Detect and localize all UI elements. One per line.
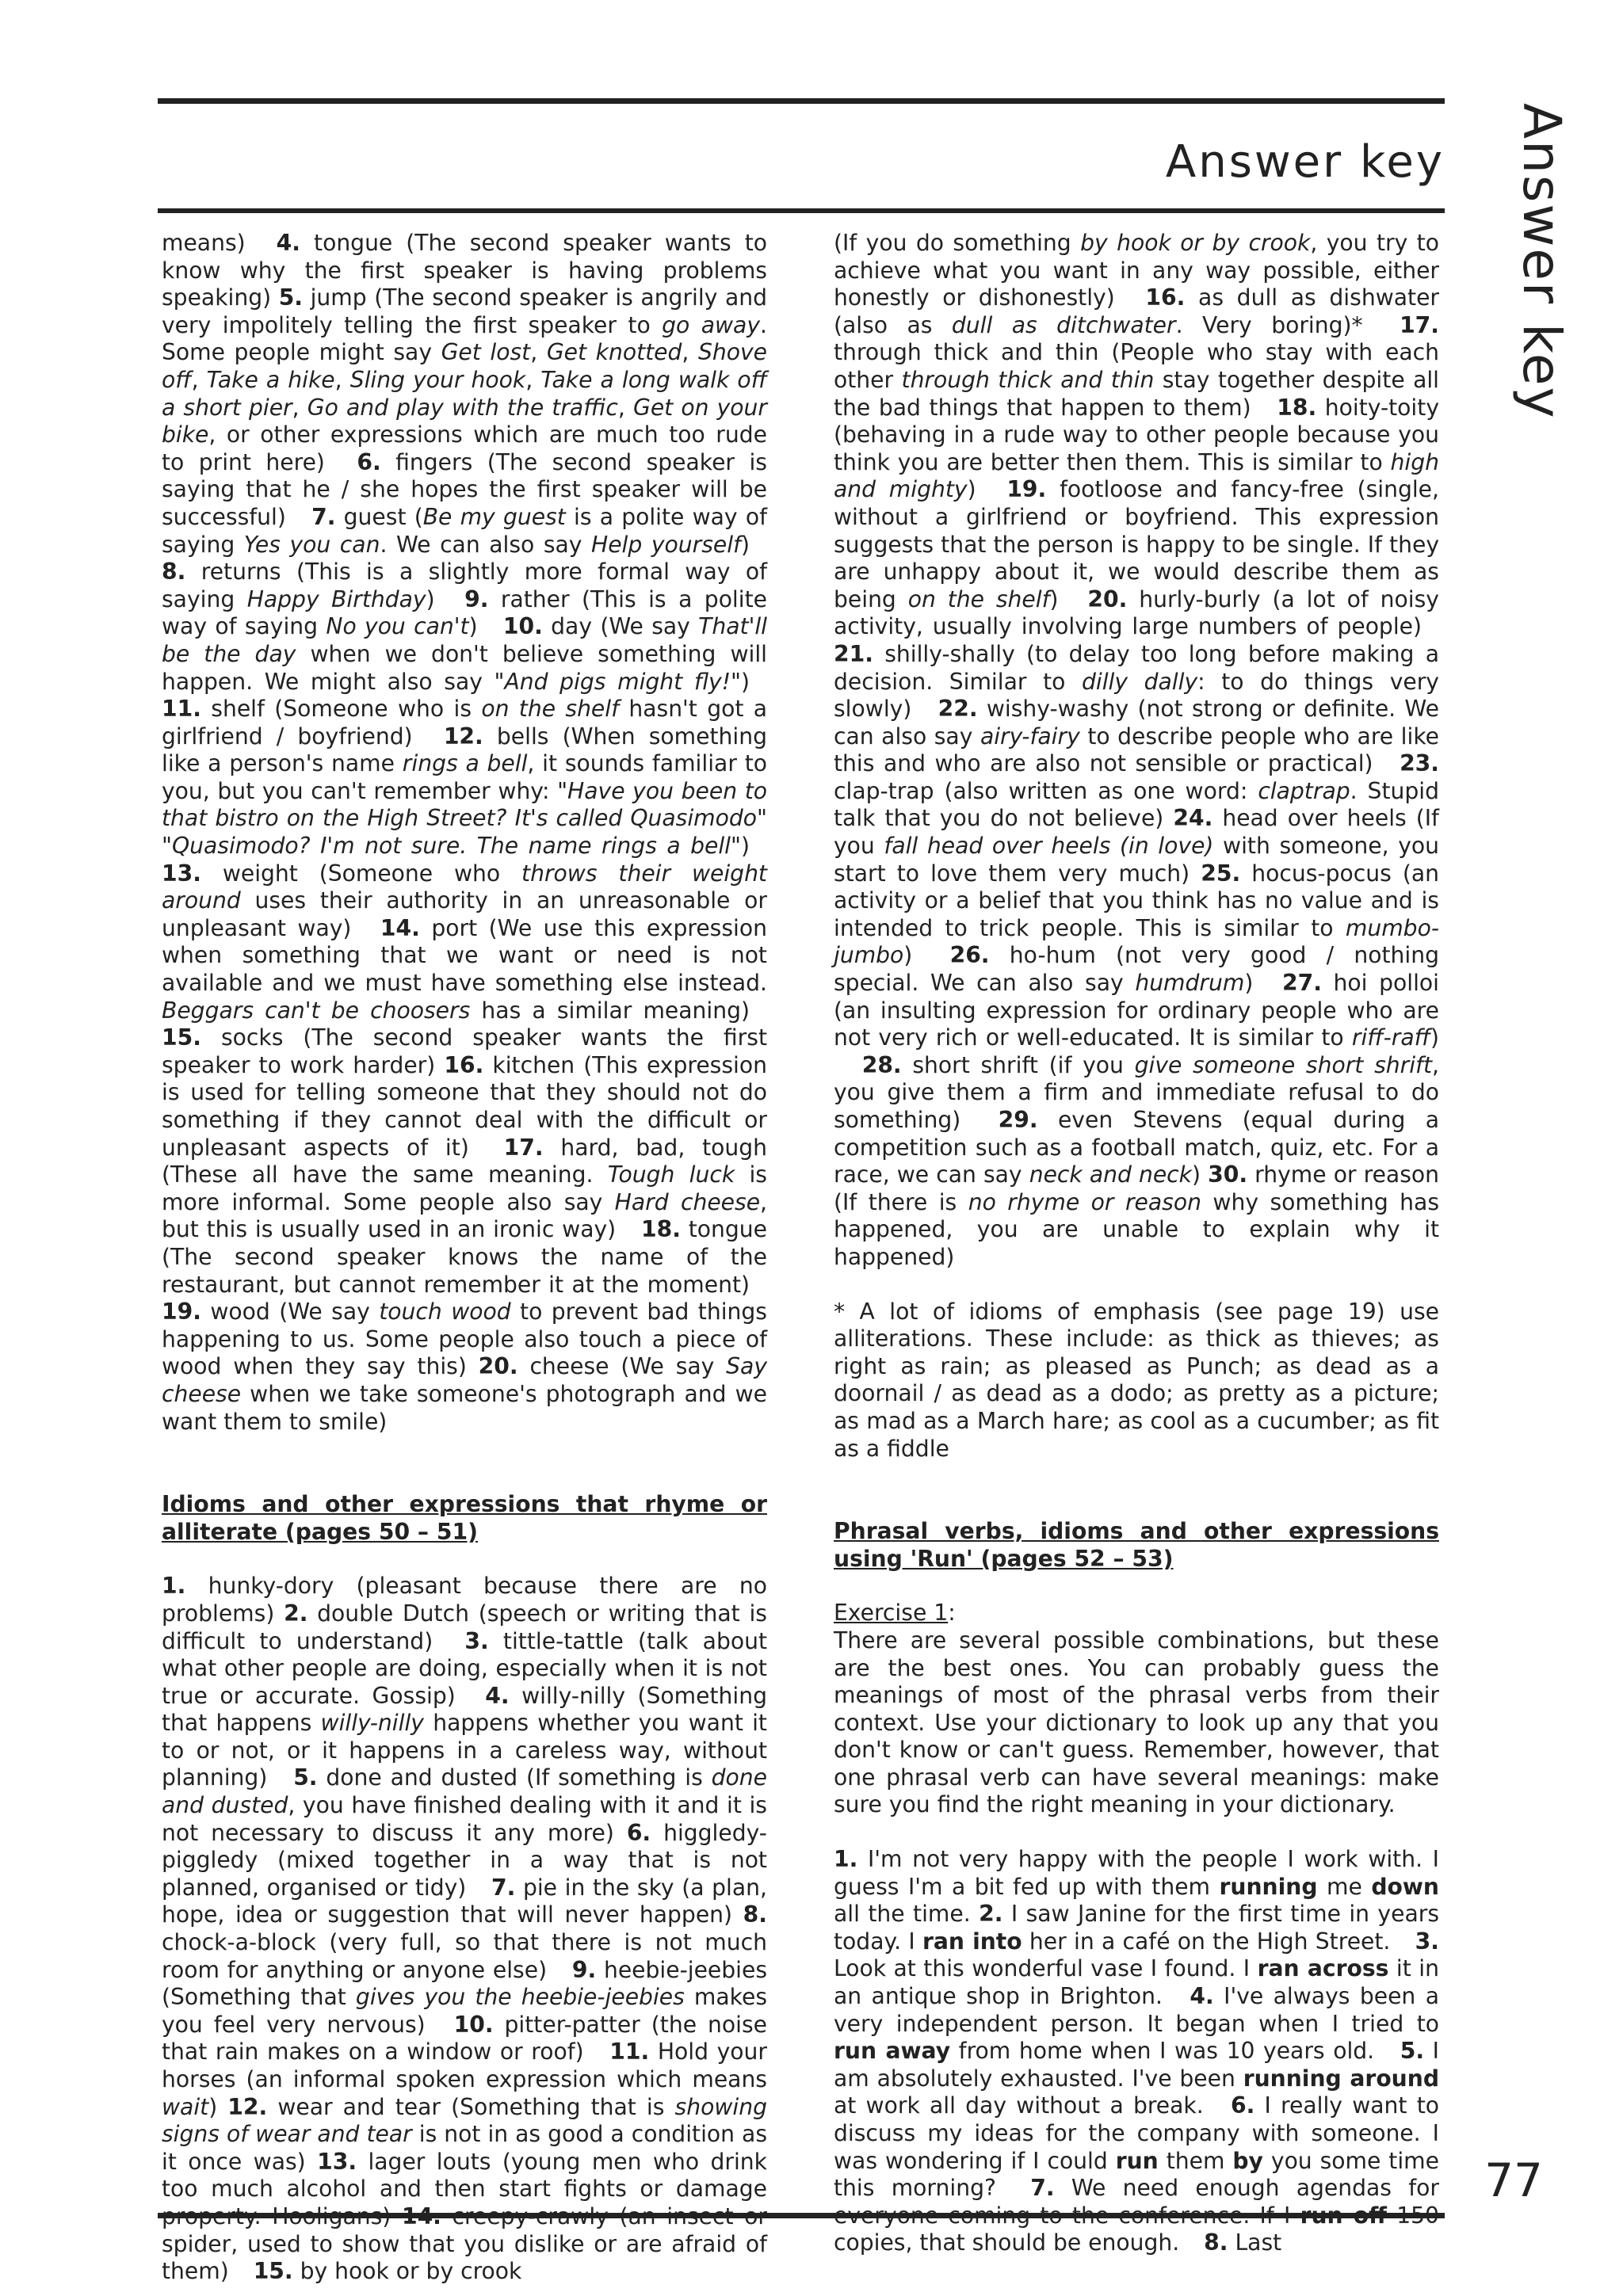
right-column <box>834 230 1439 2257</box>
page-number: 77 <box>1484 2153 1543 2207</box>
top-rule <box>158 98 1445 104</box>
section-heading-run: Phrasal verbs, idioms and other expressions using 'Run' (pages 52 – 53) <box>834 1518 1439 1572</box>
answers-block-rhyme: 1. hunky-dory (pleasant because there are no problems) 2. double Dutch (speech or writing that is difficult to understand) 3. tittle-tattle (talk about what other people are doing, especially when it is not true or accurate. Gossip) 4. willy-nilly (Something that happens willy-nilly happens whether you want it to or not, or it happens in a careless way, without planning) 5. done and dusted (If something is done and dusted, you have finished dealing with it and it is not necessary to discuss it any more) 6. higgledy-piggledy (mixed together in a way that is not planned, organised or tidy) 7. pie in the sky (a plan, hope, idea or suggestion that will never happen) 8. chock-a-block (very full, so that there is not much room for anything or anyone else) 9. heebie-jeebies (Something that gives you the heebie-jeebies makes you feel very nervous) 10. pitter-patter (the noise that rain makes on a window or roof) 11. Hold your horses (an informal spoken expression which means wait) 12. wear and tear (Something that is showing signs of wear and tear is not in as good a condition as it once was) 13. lager louts (young men who drink too much alcohol and then start fights or damage spider, used to show that you dislike or are afraid of them) 15. by hook or by crook <box>162 1573 768 2285</box>
page-title: Answer key <box>1165 136 1445 188</box>
footnote: * A lot of idioms of emphasis (see page 19) use alliterations. These include: as thick as thieves; as right as rain; as pleased as Punch; as dead as a doornail / as dead as a dodo; as pretty as a picture; as mad as a March hare; as cool as a cucumber; as fit as a fiddle <box>834 1298 1439 1462</box>
bottom-rule <box>158 2213 1445 2218</box>
header-rule <box>158 208 1445 213</box>
exercise-label: Exercise 1: <box>834 1600 956 1627</box>
section-heading-rhyme: Idioms and other expressions that rhyme or alliterate (pages 50 – 51) <box>162 1491 767 1545</box>
answers-block-continued: means) 4. tongue (The second speaker wants to know why the first speaker is having problems speaking) 5. jump (The second speaker is angrily and very impolitely telling the first speaker to go away. Some people might say Get lost, Get knotted, Shove off, Take a hike, Sling your hook, Take a long walk off a short pier, Go and play with the traffic, Get on your bike, or other expressions which are much too rude to print here) 6. fingers (The second speaker is saying that he / she hopes the first speaker will be successful) 7. guest (Be my guest is a polite way of saying Yes you can. We can also say Help yourself) 8. returns (This is a slightly more formal way of saying Happy Birthday) 9. rather (This is a polite way of saying No you can't) 10. day (We say That'll be the day when we don't believe something will happen. We might also say "And pigs might fly!") 11. shelf (Someone who is on the shelf hasn't got a girlfriend / boyfriend) 12. bells (When something like a person's name rings a bell, it sounds familiar to you, but you can't remember why: "Have you been to that bistro on the High Street? It's called Quasimodo" "Quasimodo? I'm not sure. The name rings a bell") 13. weight (Someone who throws their weight around uses their authority in an unreasonable or unpleasant way) 14. port (We use this expression when something that we want or need is not available and we must have something else instead. Beggars can't be choosers has a similar meaning) 15. socks (The second speaker wants the first speaker to work harder) 16. kitchen (This expression is used for telling someone that they should not do something if they cannot deal with the difficult or unpleasant aspects of it) 17. hard, bad, tough (These all have the same meaning. Tough luck is more informal. Some people also say Hard cheese, but this is usually used in an ironic way) 18. tongue (The second speaker knows the name of the restaurant, but cannot remember it at the moment) 19. wood (We say touch wood to prevent bad things happening to us. Some people also touch a piece of wood when they say this) 20. cheese (We say Say cheese when we take someone's photograph and we want them to smile) <box>162 230 768 1435</box>
answers-block-run: 1. I'm not very happy with the people I work with. I guess I'm a bit fed up with them running me down all the time. 2. I saw Janine for the first time in years today. I ran into her in a café on the High Street. 3. Look at this wonderful vase I found. I ran across it in an antique shop in Brighton. 4. I've always been a very independent person. It began when I tried to run away from home when I was 10 years old. 5. I am absolutely exhausted. I've been running around at work all day without a break. 6. I really want to discuss my ideas for the company with someone. I was wondering if I could run them by you some time this morning? 7. We need enough agendas for copies, that should be enough. 8. Last <box>834 1846 1440 2256</box>
exercise-intro: There are several possible combinations, but these are the best ones. You can probably guess the meanings of most of the phrasal verbs from their context. Use your dictionary to look up any that you don't know or can't guess. Remember, however, that one phrasal verb can have several meanings: make sure you find the right meaning in your dictionary. <box>834 1627 1439 1818</box>
side-tab <box>1472 103 1591 563</box>
answers-block-rhyme-continued: (If you do something by hook or by crook, you try to achieve what you want in any way possible, either honestly or dishonestly) 16. as dull as dishwater (also as dull as ditchwater. Very boring)* 17. through thick and thin (People who stay with each other through thick and thin stay together despite all the bad things that happen to them) 18. hoity-toity (behaving in a rude way to other people because you think you are better then them. This is similar to high and mighty) 19. footloose and fancy-free (single, without a girlfriend or boyfriend. This expression suggests that the person is happy to be single. If they are unhappy about it, we would describe them as being on the shelf) 20. hurly-burly (a lot of noisy activity, usually involving large numbers of people) 21. shilly-shally (to delay too long before making a decision. Similar to dilly dally: to do things very slowly) 22. wishy-washy (not strong or definite. We can also say airy-fairy to describe people who are like this and who are also not sensible or practical) 23. clap-trap (also written as one word: claptrap. Stupid talk that you do not believe) 24. head over heels (If you fall head over heels (in love) with someone, you start to love them very much) 25. hocus-pocus (an activity or a belief that you think has no value and is intended to trick people. This is similar to mumbo-jumbo) 26. ho-hum (not very good / nothing special. We can also say humdrum) 27. hoi polloi (an insulting expression for ordinary people who are not very rich or well-educated. It is similar to riff-raff) 28. short shrift (if you give someone short shrift, you give them a firm and immediate refusal to do something) 29. even Stevens (equal during a competition such as a football match, quiz, etc. For a race, we can say neck and neck) 30. rhyme or reason (If there is no rhyme or reason why something has happened, you are unable to explain why it happened) <box>834 230 1440 1270</box>
left-column <box>162 230 767 2286</box>
side-tab-label: Answer key <box>1511 103 1572 420</box>
